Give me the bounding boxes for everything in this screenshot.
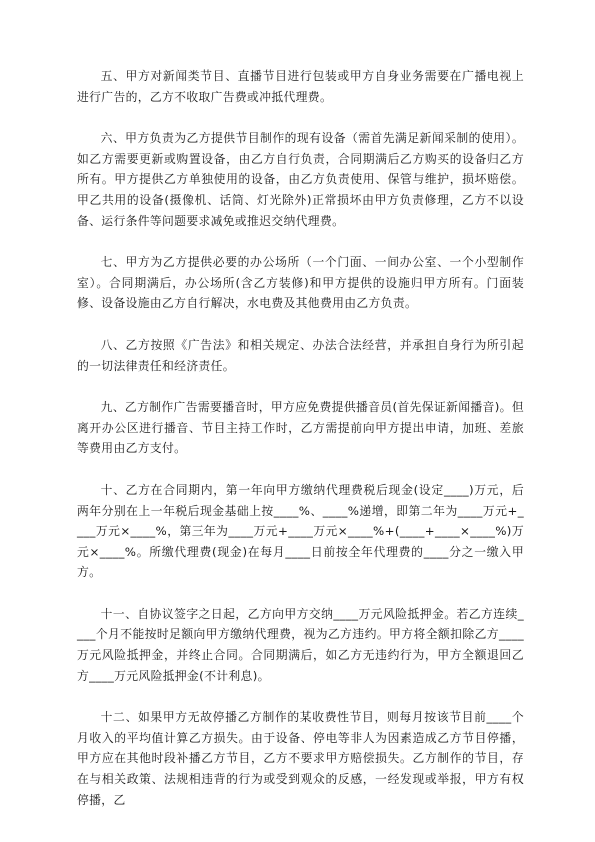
paragraph-clause-8: 八、乙方按照《广告法》和相关规定、办法合法经营，并承担自身行为所引起的一切法律责任和经济责任。 (77, 337, 524, 373)
paragraph-clause-10: 十、乙方在合同期内，第一年向甲方缴纳代理费税后现金(设定____)万元，后两年分别在上一年税后现金基础上按____%、____%递增，即第二年为____万元+____万元×____%，第三年为____万元+____万元×____%+(____+____×____%)万元×____%。所缴代理费(现金)在每月____日前按全年代理费的____分之一缴入甲方。 (77, 482, 524, 580)
paragraph-clause-5: 五、甲方对新闻类节目、直播节目进行包装或甲方自身业务需要在广播电视上进行广告的，乙方不收取广告费或冲抵代理费。 (77, 69, 524, 104)
paragraph-clause-12: 十二、如果甲方无故停播乙方制作的某收费性节目，则每月按该节目前____个月收入的平均值计算乙方损失。由于设备、停电等非人为因素造成乙方节目停播，甲方应在其他时段补播乙方节目，乙方不要求甲方赔偿损失。乙方制作的节目，存在与相关政策、法规相违背的行为或受到观众的反感，一经发现或举报，甲方有权停播，乙 (77, 710, 524, 807)
paragraph-clause-7: 七、甲方为乙方提供必要的办公场所（一个门面、一间办公室、一个小型制作室）。合同期满后，办公场所(含乙方装修)和甲方提供的设施归甲方所有。门面装修、设备设施由乙方自行解决，水电费及其他费用由乙方负责。 (77, 255, 524, 311)
document-body (77, 66, 524, 831)
paragraph-clause-6: 六、甲方负责为乙方提供节目制作的现有设备（需首先满足新闻采制的使用）。如乙方需要更新或购置设备，由乙方自行负责，合同期满后乙方购买的设备归乙方所有。甲方提供乙方单独使用的设备，由乙方负责使用、保管与维护，损坏赔偿。甲乙共用的设备(摄像机、话筒、灯光除外)正常损坏由甲方负责修理，乙方不以设备、运行条件等问题要求减免或推迟交纳代理费。 (77, 131, 524, 228)
paragraph-clause-11: 十一、自协议签字之日起，乙方向甲方交纳____万元风险抵押金。若乙方连续____个月不能按时足额向甲方缴纳代理费，视为乙方违约。甲方将全额扣除乙方____万元风险抵押金，并终止合同。合同期满后，如乙方无违约行为，甲方全额退回乙方____万元风险抵押金(不计利息)。 (77, 606, 524, 683)
paragraph-clause-9: 九、乙方制作广告需要播音时，甲方应免费提供播音员(首先保证新闻播音)。但离开办公区进行播音、节目主持工作时，乙方需提前向甲方提出申请，加班、差旅等费用由乙方支付。 (77, 400, 524, 456)
